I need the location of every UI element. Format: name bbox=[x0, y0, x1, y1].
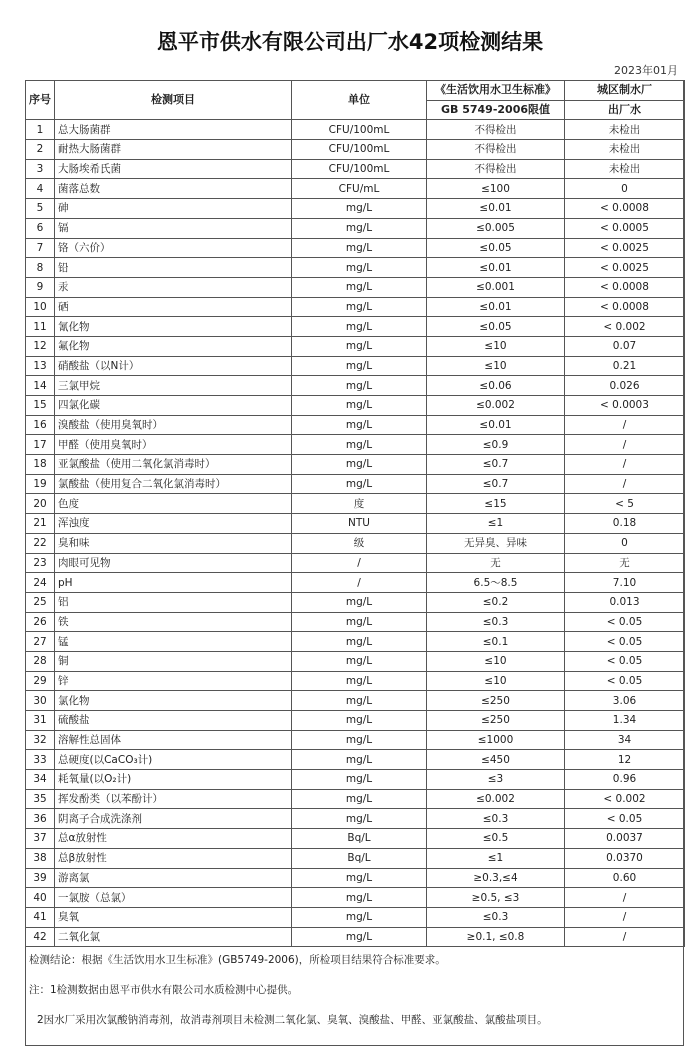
row-unit: mg/L bbox=[292, 376, 427, 396]
row-number: 31 bbox=[26, 711, 55, 731]
row-item: 氰化物 bbox=[55, 317, 292, 337]
row-limit: ≤1000 bbox=[427, 730, 565, 750]
row-number: 2 bbox=[26, 140, 55, 160]
table-row bbox=[26, 376, 685, 396]
row-item: 汞 bbox=[55, 277, 292, 297]
row-unit: mg/L bbox=[292, 592, 427, 612]
row-item: 溶解性总固体 bbox=[55, 730, 292, 750]
row-number: 39 bbox=[26, 868, 55, 888]
row-number: 35 bbox=[26, 789, 55, 809]
row-result: / bbox=[565, 907, 685, 927]
table-row bbox=[26, 907, 685, 927]
row-result: 未检出 bbox=[565, 120, 685, 140]
table-row bbox=[26, 730, 685, 750]
row-result: 0.013 bbox=[565, 592, 685, 612]
row-number: 32 bbox=[26, 730, 55, 750]
row-unit: CFU/100mL bbox=[292, 159, 427, 179]
row-limit: ≤0.7 bbox=[427, 455, 565, 475]
row-number: 24 bbox=[26, 573, 55, 593]
table-row bbox=[26, 415, 685, 435]
row-item: 锌 bbox=[55, 671, 292, 691]
note-2: 2因水厂采用次氯酸钠消毒剂，故消毒剂项目未检测二氧化氯、臭氧、溴酸盐、甲醛、亚氯酸盐、氯酸盐项目。 bbox=[37, 1014, 548, 1026]
row-result: 1.34 bbox=[565, 711, 685, 731]
row-limit: ≤450 bbox=[427, 750, 565, 770]
row-number: 4 bbox=[26, 179, 55, 199]
row-limit: 不得检出 bbox=[427, 140, 565, 160]
row-item: 氯酸盐（使用复合二氧化氯消毒时） bbox=[55, 474, 292, 494]
table-row bbox=[26, 789, 685, 809]
row-unit: mg/L bbox=[292, 218, 427, 238]
row-item: 大肠埃希氏菌 bbox=[55, 159, 292, 179]
row-unit: mg/L bbox=[292, 612, 427, 632]
row-result: < 0.05 bbox=[565, 809, 685, 829]
row-result: < 0.002 bbox=[565, 789, 685, 809]
row-item: 臭和味 bbox=[55, 533, 292, 553]
row-unit: mg/L bbox=[292, 415, 427, 435]
row-number: 11 bbox=[26, 317, 55, 337]
row-result: < 0.05 bbox=[565, 612, 685, 632]
row-result: 12 bbox=[565, 750, 685, 770]
table-row bbox=[26, 277, 685, 297]
row-result: < 5 bbox=[565, 494, 685, 514]
row-limit: ≥0.1, ≤0.8 bbox=[427, 927, 565, 947]
table-row bbox=[26, 888, 685, 908]
table-row bbox=[26, 120, 685, 140]
row-item: 总硬度(以CaCO₃计) bbox=[55, 750, 292, 770]
row-result: / bbox=[565, 455, 685, 475]
row-number: 25 bbox=[26, 592, 55, 612]
row-result: / bbox=[565, 474, 685, 494]
table-row bbox=[26, 671, 685, 691]
row-limit: ≤0.3 bbox=[427, 809, 565, 829]
row-item: 浑浊度 bbox=[55, 514, 292, 534]
row-unit: mg/L bbox=[292, 927, 427, 947]
row-number: 26 bbox=[26, 612, 55, 632]
row-unit: mg/L bbox=[292, 199, 427, 219]
table-row bbox=[26, 829, 685, 849]
row-limit: ≥0.5, ≤3 bbox=[427, 888, 565, 908]
row-limit: ≤0.002 bbox=[427, 396, 565, 416]
row-limit: ≤0.05 bbox=[427, 317, 565, 337]
row-unit: mg/L bbox=[292, 671, 427, 691]
row-limit: 6.5～8.5 bbox=[427, 573, 565, 593]
row-number: 3 bbox=[26, 159, 55, 179]
row-item: 三氯甲烷 bbox=[55, 376, 292, 396]
row-limit: ≤0.002 bbox=[427, 789, 565, 809]
row-result: 34 bbox=[565, 730, 685, 750]
row-limit: 无异臭、异味 bbox=[427, 533, 565, 553]
row-number: 7 bbox=[26, 238, 55, 258]
row-item: 镉 bbox=[55, 218, 292, 238]
table-row bbox=[26, 179, 685, 199]
row-item: 总β放射性 bbox=[55, 848, 292, 868]
table-row bbox=[26, 297, 685, 317]
header-no: 序号 bbox=[26, 81, 55, 120]
table-row bbox=[26, 317, 685, 337]
header-standard-name: 《生活饮用水卫生标准》 bbox=[427, 81, 565, 101]
row-item: 铅 bbox=[55, 258, 292, 278]
row-result: 无 bbox=[565, 553, 685, 573]
table-row bbox=[26, 218, 685, 238]
row-item: 铜 bbox=[55, 651, 292, 671]
row-unit: CFU/100mL bbox=[292, 140, 427, 160]
row-item: 溴酸盐（使用臭氧时） bbox=[55, 415, 292, 435]
row-result: < 0.0008 bbox=[565, 199, 685, 219]
page-title: 恩平市供水有限公司出厂水42项检测结果 bbox=[156, 30, 544, 54]
row-number: 18 bbox=[26, 455, 55, 475]
row-result: < 0.05 bbox=[565, 671, 685, 691]
row-limit: ≤0.1 bbox=[427, 632, 565, 652]
header-standard-limit: GB 5749-2006限值 bbox=[427, 100, 565, 120]
row-item: 一氯胺（总氯） bbox=[55, 888, 292, 908]
table-row bbox=[26, 474, 685, 494]
row-limit: ≥0.3,≤4 bbox=[427, 868, 565, 888]
row-limit: ≤0.001 bbox=[427, 277, 565, 297]
row-number: 33 bbox=[26, 750, 55, 770]
header-item: 检测项目 bbox=[55, 81, 292, 120]
table-row bbox=[26, 238, 685, 258]
row-number: 13 bbox=[26, 356, 55, 376]
row-number: 34 bbox=[26, 770, 55, 790]
header-plant-name: 城区制水厂 bbox=[565, 81, 685, 101]
row-result: 0 bbox=[565, 533, 685, 553]
row-number: 36 bbox=[26, 809, 55, 829]
row-result: 3.06 bbox=[565, 691, 685, 711]
conclusion-text: 检测结论：根据《生活饮用水卫生标准》(GB5749-2006)，所检项目结果符合标准要求。 bbox=[29, 954, 446, 966]
row-result: 0.0370 bbox=[565, 848, 685, 868]
row-number: 42 bbox=[26, 927, 55, 947]
row-limit: ≤0.9 bbox=[427, 435, 565, 455]
row-item: 游离氯 bbox=[55, 868, 292, 888]
row-item: 二氧化氯 bbox=[55, 927, 292, 947]
table-row bbox=[26, 770, 685, 790]
table-row bbox=[26, 258, 685, 278]
row-result: < 0.05 bbox=[565, 632, 685, 652]
table-row bbox=[26, 711, 685, 731]
row-unit: mg/L bbox=[292, 238, 427, 258]
row-unit: mg/L bbox=[292, 297, 427, 317]
row-limit: ≤0.5 bbox=[427, 829, 565, 849]
row-number: 6 bbox=[26, 218, 55, 238]
row-result: 未检出 bbox=[565, 140, 685, 160]
row-unit: mg/L bbox=[292, 396, 427, 416]
row-number: 29 bbox=[26, 671, 55, 691]
row-limit: ≤0.01 bbox=[427, 199, 565, 219]
row-limit: ≤0.06 bbox=[427, 376, 565, 396]
row-item: 硝酸盐（以N计） bbox=[55, 356, 292, 376]
row-limit: ≤0.7 bbox=[427, 474, 565, 494]
row-item: 阴离子合成洗涤剂 bbox=[55, 809, 292, 829]
row-item: 铝 bbox=[55, 592, 292, 612]
note-1: 注：1检测数据由恩平市供水有限公司水质检测中心提供。 bbox=[29, 984, 299, 996]
row-result: < 0.0025 bbox=[565, 238, 685, 258]
row-result: 0.026 bbox=[565, 376, 685, 396]
row-unit: mg/L bbox=[292, 730, 427, 750]
row-limit: ≤10 bbox=[427, 336, 565, 356]
row-item: 四氯化碳 bbox=[55, 396, 292, 416]
row-result: / bbox=[565, 888, 685, 908]
table-row bbox=[26, 514, 685, 534]
table-row bbox=[26, 927, 685, 947]
row-unit: mg/L bbox=[292, 868, 427, 888]
row-number: 14 bbox=[26, 376, 55, 396]
row-limit: 无 bbox=[427, 553, 565, 573]
row-number: 23 bbox=[26, 553, 55, 573]
row-item: 总α放射性 bbox=[55, 829, 292, 849]
row-limit: ≤0.005 bbox=[427, 218, 565, 238]
row-result: / bbox=[565, 435, 685, 455]
table-row bbox=[26, 356, 685, 376]
table-row bbox=[26, 612, 685, 632]
row-limit: ≤0.3 bbox=[427, 612, 565, 632]
table-row bbox=[26, 632, 685, 652]
row-result: 未检出 bbox=[565, 159, 685, 179]
row-limit: ≤15 bbox=[427, 494, 565, 514]
row-limit: ≤0.01 bbox=[427, 297, 565, 317]
table-row bbox=[26, 140, 685, 160]
row-number: 27 bbox=[26, 632, 55, 652]
table-row bbox=[26, 159, 685, 179]
row-unit: Bq/L bbox=[292, 829, 427, 849]
table-row bbox=[26, 868, 685, 888]
results-body bbox=[26, 120, 685, 947]
row-number: 28 bbox=[26, 651, 55, 671]
table-row bbox=[26, 750, 685, 770]
row-limit: ≤0.3 bbox=[427, 907, 565, 927]
row-unit: CFU/100mL bbox=[292, 120, 427, 140]
table-row bbox=[26, 455, 685, 475]
row-unit: 级 bbox=[292, 533, 427, 553]
table-row bbox=[26, 809, 685, 829]
row-item: 铬（六价） bbox=[55, 238, 292, 258]
row-unit: Bq/L bbox=[292, 848, 427, 868]
row-result: < 0.0008 bbox=[565, 297, 685, 317]
table-row bbox=[26, 533, 685, 553]
row-result: 0.60 bbox=[565, 868, 685, 888]
row-item: 氯化物 bbox=[55, 691, 292, 711]
row-number: 15 bbox=[26, 396, 55, 416]
row-limit: ≤250 bbox=[427, 691, 565, 711]
table-row bbox=[26, 691, 685, 711]
row-item: 氟化物 bbox=[55, 336, 292, 356]
header-plant-output: 出厂水 bbox=[565, 100, 685, 120]
row-unit: mg/L bbox=[292, 651, 427, 671]
row-limit: ≤10 bbox=[427, 651, 565, 671]
row-unit: mg/L bbox=[292, 770, 427, 790]
row-number: 20 bbox=[26, 494, 55, 514]
table-row bbox=[26, 336, 685, 356]
row-limit: ≤0.01 bbox=[427, 415, 565, 435]
row-number: 22 bbox=[26, 533, 55, 553]
table-row bbox=[26, 848, 685, 868]
row-item: 总大肠菌群 bbox=[55, 120, 292, 140]
row-item: 锰 bbox=[55, 632, 292, 652]
row-number: 10 bbox=[26, 297, 55, 317]
row-item: 砷 bbox=[55, 199, 292, 219]
row-unit: mg/L bbox=[292, 750, 427, 770]
row-number: 12 bbox=[26, 336, 55, 356]
row-result: < 0.05 bbox=[565, 651, 685, 671]
row-number: 5 bbox=[26, 199, 55, 219]
row-result: 0.96 bbox=[565, 770, 685, 790]
row-number: 8 bbox=[26, 258, 55, 278]
row-result: 0.07 bbox=[565, 336, 685, 356]
table-row bbox=[26, 573, 685, 593]
row-result: < 0.0025 bbox=[565, 258, 685, 278]
row-unit: mg/L bbox=[292, 277, 427, 297]
row-number: 9 bbox=[26, 277, 55, 297]
table-row bbox=[26, 553, 685, 573]
row-number: 1 bbox=[26, 120, 55, 140]
row-result: < 0.0005 bbox=[565, 218, 685, 238]
row-unit: mg/L bbox=[292, 455, 427, 475]
results-table bbox=[25, 80, 685, 947]
table-row bbox=[26, 199, 685, 219]
row-unit: NTU bbox=[292, 514, 427, 534]
row-unit: mg/L bbox=[292, 356, 427, 376]
row-limit: ≤10 bbox=[427, 671, 565, 691]
row-limit: ≤3 bbox=[427, 770, 565, 790]
row-item: 甲醛（使用臭氧时） bbox=[55, 435, 292, 455]
row-limit: 不得检出 bbox=[427, 120, 565, 140]
row-number: 40 bbox=[26, 888, 55, 908]
header-unit: 单位 bbox=[292, 81, 427, 120]
row-limit: ≤1 bbox=[427, 848, 565, 868]
row-item: 亚氯酸盐（使用二氧化氯消毒时） bbox=[55, 455, 292, 475]
row-item: 臭氧 bbox=[55, 907, 292, 927]
row-number: 21 bbox=[26, 514, 55, 534]
table-row bbox=[26, 651, 685, 671]
row-unit: 度 bbox=[292, 494, 427, 514]
row-number: 16 bbox=[26, 415, 55, 435]
row-result: 0.0037 bbox=[565, 829, 685, 849]
row-unit: mg/L bbox=[292, 258, 427, 278]
row-item: 肉眼可见物 bbox=[55, 553, 292, 573]
row-number: 37 bbox=[26, 829, 55, 849]
row-unit: / bbox=[292, 573, 427, 593]
row-result: < 0.0003 bbox=[565, 396, 685, 416]
table-row bbox=[26, 592, 685, 612]
row-result: 0.21 bbox=[565, 356, 685, 376]
row-unit: / bbox=[292, 553, 427, 573]
row-limit: ≤0.01 bbox=[427, 258, 565, 278]
row-result: 7.10 bbox=[565, 573, 685, 593]
row-result: < 0.0008 bbox=[565, 277, 685, 297]
row-unit: mg/L bbox=[292, 435, 427, 455]
row-limit: ≤100 bbox=[427, 179, 565, 199]
row-item: pH bbox=[55, 573, 292, 593]
row-result: 0.18 bbox=[565, 514, 685, 534]
row-item: 硫酸盐 bbox=[55, 711, 292, 731]
row-item: 色度 bbox=[55, 494, 292, 514]
row-item: 耐热大肠菌群 bbox=[55, 140, 292, 160]
row-unit: CFU/mL bbox=[292, 179, 427, 199]
row-limit: ≤10 bbox=[427, 356, 565, 376]
row-unit: mg/L bbox=[292, 317, 427, 337]
row-unit: mg/L bbox=[292, 691, 427, 711]
row-unit: mg/L bbox=[292, 474, 427, 494]
row-item: 挥发酚类（以苯酚计） bbox=[55, 789, 292, 809]
row-limit: 不得检出 bbox=[427, 159, 565, 179]
row-result: / bbox=[565, 927, 685, 947]
row-item: 耗氧量(以O₂计) bbox=[55, 770, 292, 790]
row-number: 19 bbox=[26, 474, 55, 494]
row-unit: mg/L bbox=[292, 336, 427, 356]
row-result: / bbox=[565, 415, 685, 435]
row-item: 硒 bbox=[55, 297, 292, 317]
row-item: 铁 bbox=[55, 612, 292, 632]
row-result: < 0.002 bbox=[565, 317, 685, 337]
row-limit: ≤250 bbox=[427, 711, 565, 731]
table-row bbox=[26, 396, 685, 416]
row-unit: mg/L bbox=[292, 907, 427, 927]
row-number: 17 bbox=[26, 435, 55, 455]
row-unit: mg/L bbox=[292, 888, 427, 908]
row-result: 0 bbox=[565, 179, 685, 199]
row-unit: mg/L bbox=[292, 789, 427, 809]
row-number: 30 bbox=[26, 691, 55, 711]
row-unit: mg/L bbox=[292, 711, 427, 731]
row-number: 41 bbox=[26, 907, 55, 927]
report-date: 2023年01月 bbox=[614, 64, 678, 77]
table-row bbox=[26, 494, 685, 514]
row-limit: ≤1 bbox=[427, 514, 565, 534]
row-item: 菌落总数 bbox=[55, 179, 292, 199]
table-row bbox=[26, 435, 685, 455]
row-number: 38 bbox=[26, 848, 55, 868]
row-unit: mg/L bbox=[292, 632, 427, 652]
row-limit: ≤0.05 bbox=[427, 238, 565, 258]
row-unit: mg/L bbox=[292, 809, 427, 829]
row-limit: ≤0.2 bbox=[427, 592, 565, 612]
